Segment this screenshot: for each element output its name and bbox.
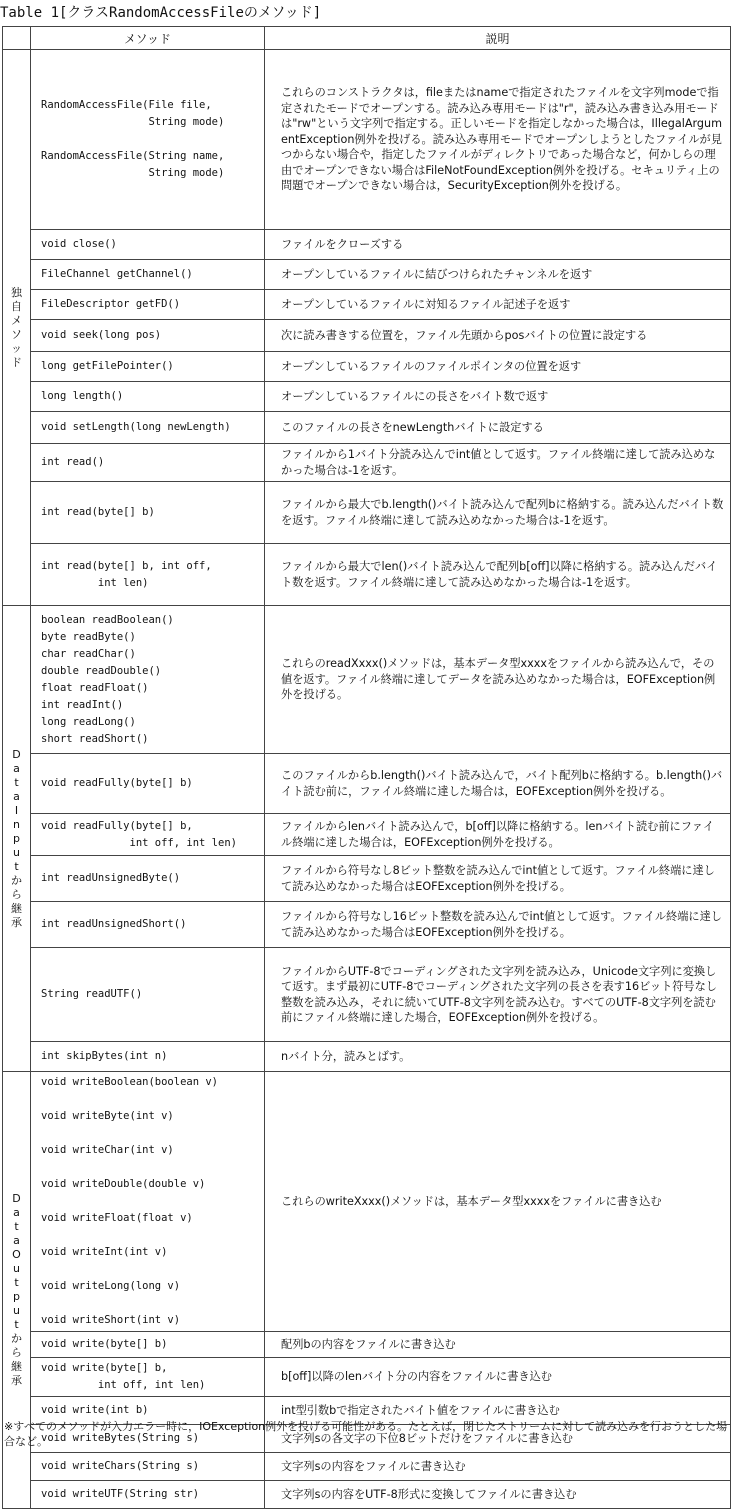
method-description: ファイルからlenバイト読み込んで，b[off]以降に格納する。lenバイト読む前にファイル終端に達した場合は，EOFException例外を投げる。 (265, 814, 731, 856)
method-signature: void writeBytes(String s) (31, 1425, 265, 1453)
method-signature: int readUnsignedShort() (31, 902, 265, 948)
table-row (3, 260, 731, 290)
method-description: ファイルから符号なし8ビット整数を読み込んでint値として返す。ファイル終端に達して読み込めなかった場合はEOFException例外を投げる。 (265, 856, 731, 902)
method-signature: void readFully(byte[] b) (31, 754, 265, 814)
method-description: ファイルから1バイト分読み込んでint値として返す。ファイル終端に達して読み込めなかった場合は-1を返す。 (265, 444, 731, 482)
table-row (3, 1358, 731, 1397)
method-description: 文字列sの内容をUTF-8形式に変換してファイルに書き込む (265, 1481, 731, 1509)
table-row (3, 606, 731, 754)
group-label-char: a (13, 1234, 20, 1247)
method-signature: void writeChars(String s) (31, 1453, 265, 1481)
table-row (3, 902, 731, 948)
group-label-char: t (14, 859, 19, 873)
group-label-char: ら (11, 1346, 22, 1359)
method-description: これらのreadXxxx()メソッドは，基本データ型xxxxをファイルから読み込んで，その値を返す。ファイル終端に達してデータを読み込めなかった場合は，EOFException例外を投げる。 (265, 606, 731, 754)
group-label-char: 承 (11, 915, 22, 929)
table-row (3, 412, 731, 444)
group-label-char: D (12, 1192, 21, 1205)
group-label-char: 独 (11, 285, 22, 299)
method-description: このファイルからb.length()バイト読み込んで，バイト配列bに格納する。b.length()バイト読む前に，ファイル終端に達した場合は，EOFException例外を投げる。 (265, 754, 731, 814)
method-signature: void writeUTF(String str) (31, 1481, 265, 1509)
table-row (3, 290, 731, 320)
method-signature: int read(byte[] b, int off, int len) (31, 544, 265, 606)
group-label-char: ッ (11, 341, 22, 355)
group-label (3, 606, 31, 1072)
group-label-char: 自 (11, 299, 22, 313)
method-signature: void seek(long pos) (31, 320, 265, 352)
method-signature: void close() (31, 230, 265, 260)
method-signature: int readUnsignedByte() (31, 856, 265, 902)
method-signature: void write(byte[] b) (31, 1332, 265, 1358)
method-description: 次に読み書きする位置を，ファイル先頭からposバイトの位置に設定する (265, 320, 731, 352)
method-description: オープンしているファイルのファイルポインタの位置を返す (265, 352, 731, 382)
method-description: 文字列sの内容をファイルに書き込む (265, 1453, 731, 1481)
method-signature: FileDescriptor getFD() (31, 290, 265, 320)
method-signature: RandomAccessFile(File file, String mode) RandomAccessFile(String name, String mode) (31, 50, 265, 230)
group-label-char: 継 (11, 901, 22, 915)
method-description: nバイト分，読みとばす。 (265, 1042, 731, 1072)
table-row (3, 856, 731, 902)
table-row (3, 320, 731, 352)
table-row (3, 482, 731, 544)
group-label-char: ソ (11, 327, 22, 341)
table-row (3, 382, 731, 412)
group-label-char: t (14, 1276, 19, 1289)
table-row (3, 544, 731, 606)
group-label-char: ド (11, 355, 22, 369)
table-row (3, 352, 731, 382)
method-signature: boolean readBoolean() byte readByte() char readChar() double readDouble() float readFloat() int readInt() long readLong() short readShort() (31, 606, 265, 754)
method-description: ファイルから符号なし16ビット整数を読み込んでint値として返す。ファイル終端に達して読み込めなかった場合はEOFException例外を投げる。 (265, 902, 731, 948)
group-label-char: 継 (11, 1360, 22, 1373)
table-row (3, 444, 731, 482)
group-label-char: t (14, 1318, 19, 1331)
group-label-char: a (13, 1206, 20, 1219)
method-description: ファイルをクローズする (265, 230, 731, 260)
method-description: オープンしているファイルに結びつけられたチャンネルを返す (265, 260, 731, 290)
method-signature: int read(byte[] b) (31, 482, 265, 544)
group-label-char: D (12, 747, 21, 761)
table-row (3, 948, 731, 1042)
method-signature: void write(byte[] b, int off, int len) (31, 1358, 265, 1397)
group-label-char: a (13, 789, 20, 803)
method-description: 配列bの内容をファイルに書き込む (265, 1332, 731, 1358)
group-label-char: u (13, 1304, 20, 1317)
method-signature: long length() (31, 382, 265, 412)
group-label-char: か (11, 1332, 22, 1345)
group-label-char: a (13, 761, 20, 775)
group-label-char: p (13, 831, 20, 845)
method-signature: void write(int b) (31, 1397, 265, 1425)
method-signature: int read() (31, 444, 265, 482)
table-row (3, 230, 731, 260)
group-header-cell (3, 27, 31, 50)
method-description: これらのwriteXxxx()メソッドは，基本データ型xxxxをファイルに書き込む (265, 1072, 731, 1332)
group-label-char: t (14, 775, 19, 789)
method-description: b[off]以降のlenバイト分の内容をファイルに書き込む (265, 1358, 731, 1397)
group-label (3, 50, 31, 606)
method-description: int型引数bで指定されたバイト値をファイルに書き込む (265, 1397, 731, 1425)
method-signature: FileChannel getChannel() (31, 260, 265, 290)
table-row (3, 1453, 731, 1481)
method-description: これらのコンストラクタは，fileまたはnameで指定されたファイルを文字列modeで指定されたモードでオープンする。読み込み専用モードは"r"，読み込み書き込み用モードは"rw"という文字列で指定する。正しいモードを指定しなかった場合は，IllegalArgumentException例外を投げる。読み込み専用モードでオープンしようとしたファイルが見つからない場合や，指定したファイルがディレクトリであった場合など，何かしらの理由でオープンできない場合はFileNotFoundException例外を投げる。セキュリティ上の問題でオープンできない場合は，SecurityException例外を投げる。 (265, 50, 731, 230)
table-row (3, 1481, 731, 1509)
group-label-char: 承 (11, 1374, 22, 1387)
table-body (3, 50, 731, 1509)
method-signature: void writeBoolean(boolean v) void writeByte(int v) void writeChar(int v) void writeDouble(double v) void writeFloat(float v) void writeInt(int v) void writeLong(long v) void writeShort(int v) (31, 1072, 265, 1332)
table-row (3, 1072, 731, 1332)
method-description: ファイルから最大でlen()バイト読み込んで配列b[off]以降に格納する。読み込んだバイト数を返す。ファイル終端に達して読み込めなかった場合は-1を返す。 (265, 544, 731, 606)
description-header: 説明 (265, 27, 731, 50)
method-signature: long getFilePointer() (31, 352, 265, 382)
table-row (3, 814, 731, 856)
table-row (3, 50, 731, 230)
table-title: Table 1[クラスRandomAccessFileのメソッド] (0, 5, 322, 21)
method-signature: int skipBytes(int n) (31, 1042, 265, 1072)
footnote: ※すべてのメソッドが入力エラー時に，IOException例外を投げる可能性がある。たとえば，閉じたストリームに対して読み込みを行おうとした場合など。 (4, 1420, 728, 1448)
method-description: オープンしているファイルにの長さをバイト数で返す (265, 382, 731, 412)
method-header: メソッド (31, 27, 265, 50)
method-signature: void setLength(long newLength) (31, 412, 265, 444)
methods-table (2, 26, 731, 1509)
method-signature: String readUTF() (31, 948, 265, 1042)
method-description: オープンしているファイルに対知るファイル記述子を返す (265, 290, 731, 320)
table-row (3, 1042, 731, 1072)
method-description: このファイルの長さをnewLengthバイトに設定する (265, 412, 731, 444)
group-label-char: I (14, 803, 19, 817)
group-label-char: か (11, 873, 22, 887)
group-label-char: O (12, 1248, 21, 1261)
table-row (3, 754, 731, 814)
method-signature: void readFully(byte[] b, int off, int len) (31, 814, 265, 856)
method-description: ファイルからUTF-8でコーディングされた文字列を読み込み，Unicode文字列に変換して返す。まず最初にUTF-8でコーディングされた文字列の長さを表す16ビット符号なし整数を読み込み，それに続いてUTF-8文字列を読み込む。すべてのUTF-8文字列を読む前にファイル終端に達した場合，EOFException例外を投げる。 (265, 948, 731, 1042)
group-label-char: n (13, 817, 20, 831)
group-label-char: u (13, 845, 20, 859)
group-label-char: t (14, 1220, 19, 1233)
group-label-char: p (13, 1290, 20, 1303)
table-row (3, 1332, 731, 1358)
group-label-char: u (13, 1262, 20, 1275)
group-label-char: ら (11, 887, 22, 901)
table-header-row (3, 27, 731, 50)
group-label-char: メ (11, 313, 22, 327)
method-description: 文字列sの各文字の下位8ビットだけをファイルに書き込む (265, 1425, 731, 1453)
method-description: ファイルから最大でb.length()バイト読み込んで配列bに格納する。読み込んだバイト数を返す。ファイル終端に達して読み込めなかった場合は-1を返す。 (265, 482, 731, 544)
